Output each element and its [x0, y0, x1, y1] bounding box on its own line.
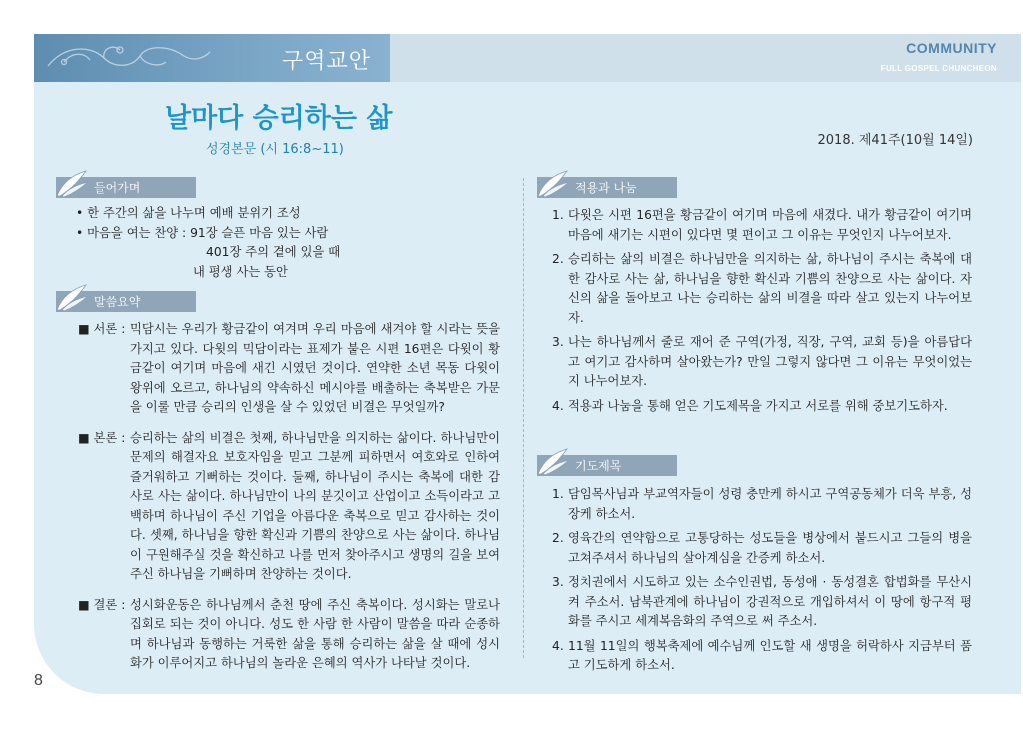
list-item [552, 250, 972, 328]
item-text: 11월 11일의 행복축제에 예수님께 인도할 새 생명을 허락하사 지금부터 품고 기도하게 하소서. [568, 638, 972, 672]
paragraph-tag: ■ 본론 : [78, 430, 126, 445]
prayer-list [552, 485, 972, 681]
list-item [552, 397, 972, 417]
item-text: 다윗은 시편 16편을 황금같이 여기며 마음에 새겼다. 내가 황금같이 여기며 마음에 새기는 시편이 있다면 몇 편이고 그 이유는 무엇인지 나누어보자. [568, 208, 972, 242]
item-text: 담임목사님과 부교역자들이 성령 충만케 하시고 구역공동체가 더욱 부흥, 성장케 하소서. [568, 487, 972, 521]
item-text: 영육간의 연약함으로 고통당하는 성도들을 병상에서 붙드시고 그들의 병을 고쳐주셔서 하나님의 살아계심을 간증케 하소서. [568, 531, 972, 565]
header-title: 구역교안 [282, 49, 372, 74]
item-number: 3. [552, 575, 564, 589]
item-number: 2. [552, 531, 564, 545]
ornament-swirl-icon [44, 38, 214, 78]
intro-line: 401장 주의 곁에 있을 때 [206, 245, 341, 259]
item-number: 4. [552, 638, 564, 653]
application-list [552, 206, 972, 421]
list-item [552, 485, 972, 524]
section-heading-intro [56, 177, 196, 198]
summary-block [78, 320, 500, 685]
column-divider [523, 178, 524, 658]
intro-line: • 마음을 여는 찬양 : 91장 슬픈 마음 있는 사람 [76, 225, 329, 240]
item-number: 4. [552, 398, 564, 413]
paragraph-text: 승리하는 삶의 비결은 첫째, 하나님만을 의지하는 삶이다. 하나님만이 문제의 해결자요 보호자임을 믿고 그분께 피하면서 여호와로 인하여 즐거워하고 기뻐하는 것이다. 둘째, 하나님이 주시는 축복에 대한 감사로 사는 삶이다. 하나님만이 나의 분깃이고 산업이고 소득이라고 고백하며 하나님이 주신 기업을 아름다운 축복으로 믿고 감사하는 것이다. 셋째, 하나님을 향한 확신과 기쁨의 찬양으로 사는 삶이다. 하나님이 구원해주실 것을 확신하고 나를 먼저 찾아주시고 생명의 길을 보여주신 하나님을 기뻐하며 찬양하는 것이다. [130, 430, 500, 581]
item-number: 1. [552, 487, 564, 501]
item-text: 정치권에서 시도하고 있는 소수인권법, 동성애 · 동성결혼 합법화를 무산시켜 주소서. 남북관계에 하나님이 강권적으로 개입하셔서 이 땅에 항구적 평화를 주시고 세계복음화의 주역으로 써 주소서. [568, 575, 972, 628]
intro-block [76, 204, 496, 282]
section-label: 들어가며 [94, 181, 141, 195]
intro-line: • 한 주간의 삶을 나누며 예배 분위기 조성 [76, 206, 301, 220]
paragraph-tag: ■ 결론 : [78, 597, 126, 612]
summary-paragraph [78, 320, 500, 418]
summary-paragraph [78, 596, 500, 674]
list-item [552, 333, 972, 392]
list-item [552, 529, 972, 568]
section-label: 적용과 나눔 [575, 181, 637, 195]
leaf-icon [54, 169, 90, 199]
summary-paragraph [78, 429, 500, 585]
item-text: 적용과 나눔을 통해 얻은 기도제목을 가지고 서로를 위해 중보기도하자. [568, 398, 948, 413]
item-text: 나는 하나님께서 줄로 재어 준 구역(가정, 직장, 구역, 교회 등)을 아름답다고 여기고 감사하며 살아왔는가? 만일 그렇지 않다면 그 이유는 무엇이었는지 나누어보자. [568, 335, 972, 388]
list-item [552, 206, 972, 245]
section-heading-prayer [537, 455, 677, 476]
list-item [552, 637, 972, 676]
paragraph-tag: ■ 서론 : [78, 322, 126, 336]
community-label: COMMUNITY [906, 40, 997, 56]
intro-line: 내 평생 사는 동안 [193, 264, 288, 279]
section-heading-application [537, 177, 677, 198]
section-heading-summary [56, 291, 196, 312]
section-label: 기도제목 [575, 459, 622, 473]
paragraph-text: 성시화운동은 하나님께서 춘천 땅에 주신 축복이다. 성시화는 말로나 집회로 되는 것이 아니다. 성도 한 사람 한 사람이 말씀을 따라 순종하며 하나님과 동행하는 거룩한 삶을 통해 승리하는 삶을 살 때에 성시화가 이루어지고 하나님의 놀라운 은혜의 역사가 나타날 것이다. [130, 597, 500, 670]
leaf-icon [535, 169, 571, 199]
section-label: 말씀요약 [94, 295, 141, 309]
leaf-icon [535, 447, 571, 477]
item-number: 2. [552, 252, 564, 266]
scripture-reference: 성경본문 (시 16:8~11) [206, 142, 344, 157]
page-number: 8 [34, 672, 43, 689]
item-text: 승리하는 삶의 비결은 하나님만을 의지하는 삶, 하나님이 주시는 축복에 대한 감사로 사는 삶, 하나님을 향한 확신과 기쁨의 찬양으로 사는 삶이다. 자신의 삶을 돌아보고 나는 승리하는 삶의 비결을 따라 살고 있는지 나누어보자. [568, 252, 972, 325]
item-number: 1. [552, 208, 564, 222]
week-date: 2018. 제41주(10월 14일) [817, 133, 973, 148]
leaf-icon [54, 283, 90, 313]
page-title: 날마다 승리하는 삶 [165, 103, 393, 134]
paragraph-text: 믹담시는 우리가 황금같이 여겨며 우리 마음에 새겨야 할 시라는 뜻을 가지고 있다. 다윗의 믹담이라는 표제가 붙은 시편 16편은 다윗이 황금같이 여기며 마음에 새긴 시였던 것이다. 연약한 소년 목동 다윗이 왕위에 오르고, 하나님의 약속하신 메시야를 배출하는 축복받은 가문을 이룰 만큼 승리의 인생을 살 수 있었던 비결은 무엇일까? [130, 322, 500, 414]
list-item [552, 573, 972, 632]
item-number: 3. [552, 335, 564, 349]
church-label: FULL GOSPEL CHUNCHEON [880, 64, 997, 73]
